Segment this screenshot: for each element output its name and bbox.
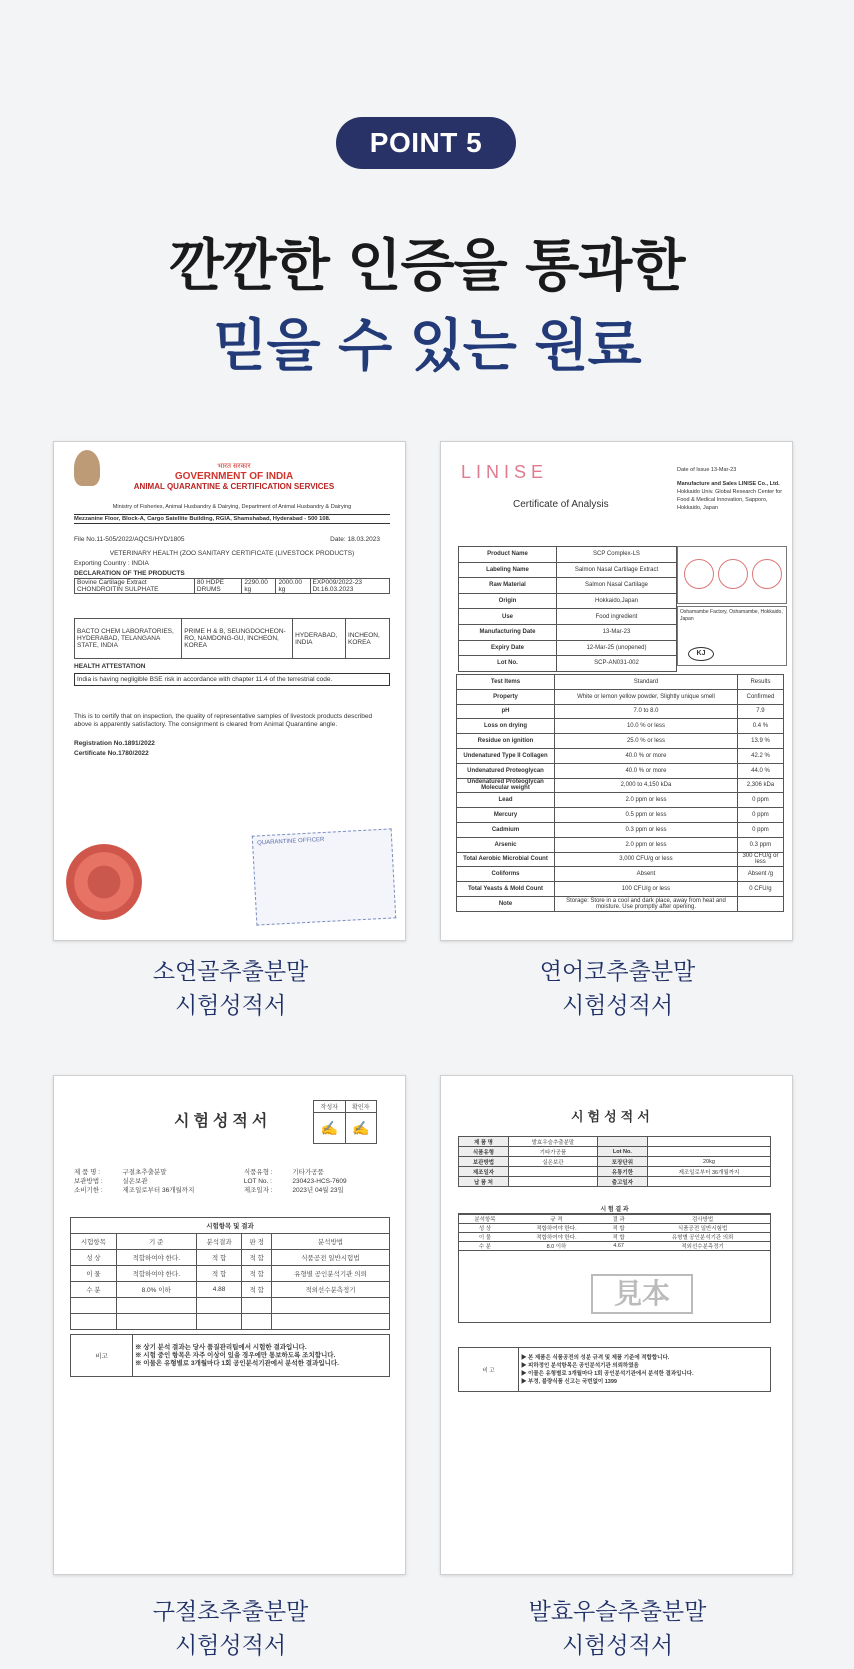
table-cell: 제조일로부터 36개월까지 <box>647 1167 770 1177</box>
table-cell <box>647 1147 770 1157</box>
table-cell: 13.9 % <box>737 734 783 749</box>
doc-title: 시험성적서 <box>571 1109 654 1124</box>
table-row <box>457 719 784 734</box>
table-row <box>71 1266 390 1282</box>
table-cell <box>509 1167 598 1177</box>
declaration: DECLARATION OF THE PRODUCTS <box>74 570 185 577</box>
table-cell: Results <box>737 675 783 690</box>
table-cell: 40.0 % or more <box>555 748 738 763</box>
issue-info: Date of Issue 13-Mar-23 Manufacture and Sales LINISE Co., Ltd. Hokkaido Univ. Global Research Center for Food & Medical Innovation, Sapporo, Hokkaido, Japan <box>677 467 783 511</box>
table-cell: SCP Complex-LS <box>557 547 677 563</box>
table-row <box>457 689 784 704</box>
table-row <box>459 1177 771 1187</box>
table-cell: 발효우슬추출분말 <box>509 1137 598 1147</box>
table-cell: 기타가공품 <box>292 1169 324 1176</box>
table-cell: 포장단위 <box>597 1157 647 1167</box>
product-meta <box>74 1168 384 1195</box>
table-cell: 44.0 % <box>737 763 783 778</box>
table-row <box>459 1137 771 1147</box>
table-cell: 제 품 명 : <box>74 1169 101 1176</box>
certify-text: This is to certify that on inspection, the quality of representative samples of livestock products described above is apparently satisfactory. The consignment is cleared from Animal Quarantine angle. <box>74 713 373 728</box>
table-row <box>457 704 784 719</box>
table-cell: 10.0 % or less <box>555 719 738 734</box>
table-cell <box>509 1177 598 1187</box>
stamp-icon <box>752 559 782 589</box>
ministry: Ministry of Fisheries, Animal Husbandry & Dairying, Department of Animal Husbandry & Dairying <box>112 504 352 510</box>
table-cell: 0 ppm <box>737 822 783 837</box>
officer-stamp: QUARANTINE OFFICER <box>252 828 397 925</box>
table-cell <box>737 896 783 911</box>
table-cell: 7.9 <box>737 704 783 719</box>
table-cell: 적외선수분측정기 <box>635 1242 770 1251</box>
doc-title: 시험성적서 <box>174 1113 272 1130</box>
table-cell: 12-Mar-25 (unopened) <box>557 640 677 656</box>
meta-row <box>74 1186 384 1195</box>
table-cell: 성 상 <box>459 1224 511 1233</box>
linise-logo: LINISE <box>461 462 549 482</box>
table-row <box>457 808 784 823</box>
table-cell: 기타가공품 <box>509 1147 598 1157</box>
table-cell: 식품유형 <box>459 1147 509 1157</box>
coa-title: Certificate of Analysis <box>513 499 609 510</box>
table-cell: 실온보관 <box>122 1178 148 1185</box>
table-cell: 2,306 kDa <box>737 778 783 793</box>
table-row <box>459 593 677 609</box>
registration: Registration No.1891/2022 <box>74 740 155 747</box>
table-row <box>459 1157 771 1167</box>
table-cell: 4.67 <box>602 1242 635 1251</box>
table-cell <box>647 1137 770 1147</box>
table-row <box>457 852 784 867</box>
table-cell: 소비기한 : <box>74 1187 103 1194</box>
headline-line1: 깐깐한 인증을 통과한 <box>169 234 685 299</box>
table-cell: 0.4 % <box>737 719 783 734</box>
table-cell: Raw Material <box>459 578 557 594</box>
table-cell: 분석방법 <box>271 1234 389 1250</box>
table-cell: pH <box>457 704 555 719</box>
table-cell: 제조일자 : <box>243 1187 273 1194</box>
table-cell: Undenatured Proteoglycan <box>457 763 555 778</box>
table-cell: Expiry Date <box>459 640 557 656</box>
table-cell: 적 합 <box>602 1224 635 1233</box>
table-cell: 보관방법 : <box>74 1178 103 1185</box>
table-cell: 적 합 <box>242 1266 271 1282</box>
table-cell: 수 분 <box>459 1242 511 1251</box>
table-cell: 적외선수분측정기 <box>271 1282 389 1298</box>
results-table <box>456 674 784 912</box>
table-cell: 실온보관 <box>509 1157 598 1167</box>
table-cell: 8.0% 이하 <box>116 1282 196 1298</box>
table-cell: 검사방법 <box>635 1215 770 1224</box>
meta-row <box>74 1177 384 1186</box>
table-cell: Use <box>459 609 557 625</box>
table-cell: 판 정 <box>242 1234 271 1250</box>
headline-line2: 믿을 수 있는 원료 <box>213 314 641 379</box>
table-cell: 0 CFU/g <box>737 882 783 897</box>
table-cell: SCP-AN031-002 <box>557 656 677 672</box>
attestation: HEALTH ATTESTATION <box>74 663 146 670</box>
table-row <box>457 793 784 808</box>
caption-4: 발효우슬추출분말 시험성적서 <box>528 1599 707 1659</box>
meta-row <box>74 1168 384 1177</box>
results-table: 시험항목 및 결과 시험항목 기 준 분석결과 판 정 분석방법 성 상 적합하여야 한다. 적 합 적 합 식품공전 일반시험법 이 물 적합하여야 한다. 적 합 적 합 유형별 공인분석기관 의뢰 수 분 8.0% 이하 4.88 적 합 적외선수분측정기 <box>70 1217 390 1330</box>
table-row <box>459 624 677 640</box>
table-cell: 0.5 ppm or less <box>555 808 738 823</box>
table-cell: Lot No. <box>459 656 557 672</box>
table-cell: 2023년 04월 23일 <box>292 1187 344 1194</box>
table-row <box>457 763 784 778</box>
table-cell: 수 분 <box>71 1282 117 1298</box>
factory-info: Oshamambe Factory, Oshamambe, Hokkaido, Japan <box>677 606 787 666</box>
table-cell: 8.0 이하 <box>511 1242 602 1251</box>
table-cell: 적 합 <box>602 1233 635 1242</box>
table-cell: Mercury <box>457 808 555 823</box>
table-cell: 식품공전 일반시험법 <box>271 1250 389 1266</box>
table-row <box>459 640 677 656</box>
table-cell: 기 준 <box>116 1234 196 1250</box>
table-cell <box>647 1177 770 1187</box>
table-cell: Storage: Store in a cool and dark place, away from heat and moisture. Use promptly after opening. <box>555 896 738 911</box>
table-row <box>459 562 677 578</box>
table-cell: 0 ppm <box>737 793 783 808</box>
caption-3: 구절초추출분말 시험성적서 <box>152 1599 309 1659</box>
table-cell: 13-Mar-23 <box>557 624 677 640</box>
table-cell: Undenatured Type II Collagen <box>457 748 555 763</box>
table-cell: Loss on drying <box>457 719 555 734</box>
india-header: भारत सरकार GOVERNMENT OF INDIA ANIMAL QUARANTINE & CERTIFICATION SERVICES <box>133 463 335 491</box>
product-info-table <box>458 546 677 672</box>
table-row <box>457 675 784 690</box>
table-cell: 0.3 ppm <box>737 837 783 852</box>
table-cell: Absent /g <box>737 867 783 882</box>
table-cell: Confirmed <box>737 689 783 704</box>
table-cell: 2,000 to 4,150 kDa <box>555 778 738 793</box>
exporting-country: Exporting Country : INDIA <box>74 560 149 567</box>
table-row <box>459 1224 770 1233</box>
address: Mezzanine Floor, Block-A, Cargo Satellite Building, RGIA, Shamshabad, Hyderabad - 500 108. <box>74 514 390 524</box>
table-row <box>459 656 677 672</box>
table-cell: 40.0 % or more <box>555 763 738 778</box>
kj-logo: KJ <box>688 647 714 661</box>
certificate-image-cartilage <box>53 441 406 941</box>
table-cell: Origin <box>459 593 557 609</box>
table-cell: Arsenic <box>457 837 555 852</box>
certificate-image-gujeolcho <box>53 1075 406 1575</box>
table-row <box>71 1234 390 1250</box>
india-emblem-icon <box>74 450 100 486</box>
stamp-icon <box>684 559 714 589</box>
table-cell: 식품유형 : <box>243 1169 273 1176</box>
table-cell: LOT No. : <box>243 1178 272 1185</box>
table-cell: 적 합 <box>242 1282 271 1298</box>
table-row <box>459 1242 770 1251</box>
table-row <box>459 609 677 625</box>
table-row <box>457 882 784 897</box>
table-cell: 제 품 명 <box>459 1137 509 1147</box>
table-row <box>457 822 784 837</box>
table-cell: Undenatured Proteoglycan Molecular weight <box>457 778 555 793</box>
table-cell: 25.0 % or less <box>555 734 738 749</box>
table-row <box>71 1282 390 1298</box>
table-cell: Test Items <box>457 675 555 690</box>
table-cell: 납 품 처 <box>459 1177 509 1187</box>
point-badge: POINT 5 <box>336 117 516 169</box>
table-cell: 유형별 공인분석기관 의뢰 <box>271 1266 389 1282</box>
table-cell: 4.88 <box>196 1282 242 1298</box>
table-row <box>71 1250 390 1266</box>
table-cell: Standard <box>555 675 738 690</box>
table-cell: 적 합 <box>196 1250 242 1266</box>
signature-stamps <box>677 546 787 604</box>
stamp-icon <box>718 559 748 589</box>
table-cell: Property <box>457 689 555 704</box>
table-row <box>459 1215 770 1224</box>
certificate-image-salmon <box>440 441 793 941</box>
table-cell: 구절초추출분말 <box>122 1169 167 1176</box>
caption-2: 연어코추출분말 시험성적서 <box>539 959 696 1019</box>
product-info-table <box>458 1136 771 1187</box>
signature-icon: ✍ <box>314 1113 346 1144</box>
table-cell: Food ingredient <box>557 609 677 625</box>
table-cell: 0 ppm <box>737 808 783 823</box>
table-cell: Coliforms <box>457 867 555 882</box>
table-cell: 300 CFU/g or less <box>737 852 783 867</box>
table-cell: 20kg <box>647 1157 770 1167</box>
section-title: 시 험 결 과 <box>600 1207 629 1213</box>
certificate-image-ooseul <box>440 1075 793 1575</box>
table-row <box>457 734 784 749</box>
table-cell: 규 격 <box>511 1215 602 1224</box>
table-cell: 시험항목 <box>71 1234 117 1250</box>
red-seal-icon <box>66 844 142 920</box>
table-row <box>459 1233 770 1242</box>
table-cell: Manufacturing Date <box>459 624 557 640</box>
table-cell: 결 과 <box>602 1215 635 1224</box>
table-cell: 출고일자 <box>597 1177 647 1187</box>
table-cell: 분석항목 <box>459 1215 511 1224</box>
certificate-no: Certificate No.1780/2022 <box>74 750 149 757</box>
table-cell: 0.3 ppm or less <box>555 822 738 837</box>
table-cell: Salmon Nasal Cartilage Extract <box>557 562 677 578</box>
table-cell: 유통기한 <box>597 1167 647 1177</box>
cert-title: VETERINARY HEALTH (ZOO SANITARY CERTIFICATE (LIVESTOCK PRODUCTS) <box>109 550 355 557</box>
exporter-table: BACTO CHEM LABORATORIES, HYDERABAD, TELANGANA STATE, INDIA PRIME H & B, SEUNGDOCHEON-RO, NAMDONG-GU, INCHEON, KOREA HYDERABAD, INDIA INCHEON, KOREA <box>74 618 390 659</box>
table-row <box>457 896 784 911</box>
table-cell <box>597 1137 647 1147</box>
attest-text: India is having negligible BSE risk in accordance with chapter 11.4 of the terrestrial code. <box>74 673 390 686</box>
note-table: 비 고 ▶ 본 제품은 식품공전의 성분 규격 및 제품 기준에 적합합니다. ▶ 피하정인 분석항목은 공인분석기관 의뢰하였음 ▶ 이물은 유형별로 3개월마다 1회 공인분석기관에서 분석한 결과입니다. ▶ 부정, 불량식품 신고는 국번없이 1399 <box>458 1347 771 1392</box>
table-cell: 성 상 <box>71 1250 117 1266</box>
signature-icon: ✍ <box>345 1113 377 1144</box>
table-row <box>459 1167 771 1177</box>
table-row <box>459 547 677 563</box>
table-cell: Salmon Nasal Cartilage <box>557 578 677 594</box>
table-cell: 유형별 공인분석기관 의뢰 <box>635 1233 770 1242</box>
file-no: File No.11-505/2022/AQCS/HYD/1805 Date: 18.03.2023 <box>74 536 380 543</box>
table-cell: 230423-HCS-7609 <box>292 1178 347 1185</box>
table-cell: Absent <box>555 867 738 882</box>
table-cell: 적합하여야 한다. <box>511 1224 602 1233</box>
table-cell: Lot No. <box>597 1147 647 1157</box>
table-cell: 100 CFU/g or less <box>555 882 738 897</box>
table-cell: 42.2 % <box>737 748 783 763</box>
sample-watermark: 見本 <box>591 1274 693 1314</box>
table-cell: 제조일로부터 36개월까지 <box>122 1187 195 1194</box>
table-cell: Cadmium <box>457 822 555 837</box>
table-cell: 적 합 <box>196 1266 242 1282</box>
table-cell: 이 물 <box>459 1233 511 1242</box>
table-row <box>459 1147 771 1157</box>
table-cell: 적 합 <box>242 1250 271 1266</box>
table-cell: 7.0 to 8.0 <box>555 704 738 719</box>
table-cell: 식품공전 일반시험법 <box>635 1224 770 1233</box>
table-cell: 이 물 <box>71 1266 117 1282</box>
sign-box: 작성자 확인자 ✍ ✍ <box>313 1100 377 1144</box>
table-cell: 적합하여야 한다. <box>511 1233 602 1242</box>
table-cell: Hokkaido,Japan <box>557 593 677 609</box>
table-cell: Product Name <box>459 547 557 563</box>
table-cell: Total Yeasts & Mold Count <box>457 882 555 897</box>
table-row <box>457 867 784 882</box>
table-cell: 제조일자 <box>459 1167 509 1177</box>
results-box <box>458 1213 771 1323</box>
table-cell: White or lemon yellow powder, Slightly unique smell <box>555 689 738 704</box>
table-cell: Lead <box>457 793 555 808</box>
table-cell: 보관방법 <box>459 1157 509 1167</box>
table-cell: 2.0 ppm or less <box>555 793 738 808</box>
table-cell: 분석결과 <box>196 1234 242 1250</box>
table-row <box>457 837 784 852</box>
product-table: Bovine Cartilage Extract CHONDROITIN SULPHATE 80 HDPE DRUMS 2290.00 kg 2000.00 kg EXP009/2022-23 Dt.16.03.2023 <box>74 578 390 594</box>
table-cell: 3,000 CFU/g or less <box>555 852 738 867</box>
caption-1: 소연골추출분말 시험성적서 <box>152 959 309 1019</box>
table-cell: Residue on ignition <box>457 734 555 749</box>
note-table: 비고 ※ 상기 분석 결과는 당사 품질관리팀에서 시험한 결과입니다. ※ 시험 중인 항목은 자주 이상이 있을 경우에만 통보하도록 조치합니다. ※ 이물은 유형별로 3개월마다 1회 공인분석기관에서 분석한 결과입니다. <box>70 1334 390 1377</box>
table-cell: 적합하여야 한다. <box>116 1266 196 1282</box>
table-cell: 2.0 ppm or less <box>555 837 738 852</box>
table-cell: 적합하여야 한다. <box>116 1250 196 1266</box>
table-row <box>457 748 784 763</box>
table-cell: Total Aerobic Microbial Count <box>457 852 555 867</box>
table-cell: Note <box>457 896 555 911</box>
table-row <box>459 578 677 594</box>
table-row <box>457 778 784 793</box>
table-cell: Labeling Name <box>459 562 557 578</box>
